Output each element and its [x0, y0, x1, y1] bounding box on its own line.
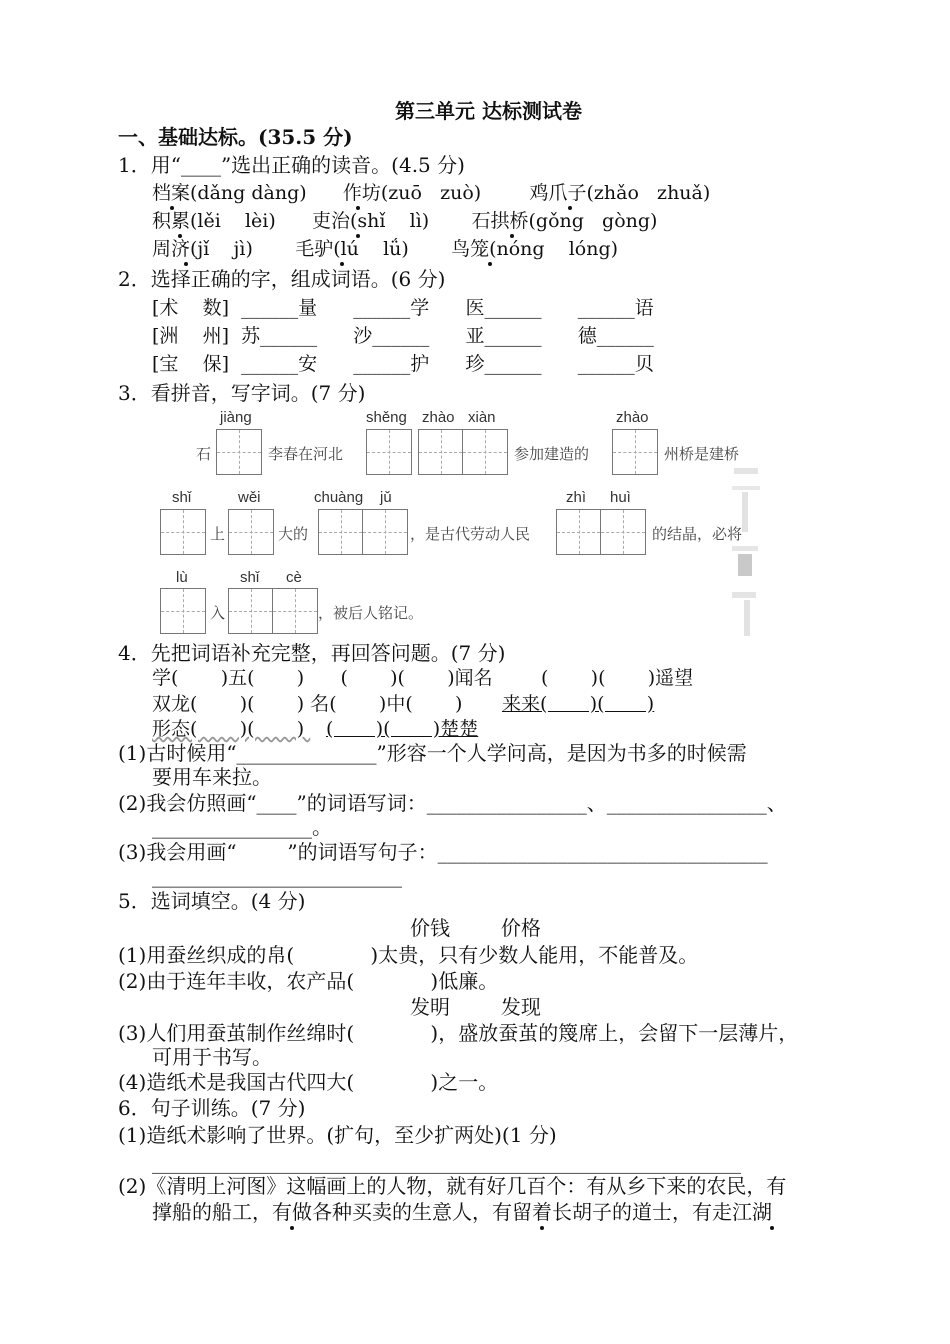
- emphasis-dot: [340, 262, 344, 266]
- q5-sub-4: (4)造纸术是我国古代四大( )之一。: [118, 1070, 499, 1094]
- writing-grid[interactable]: [228, 509, 274, 555]
- q1-row-1: 档案(dǎng dàng) 作坊(zuō zuò) 鸡爪子(zhǎo zhuǎ): [152, 182, 711, 204]
- passage-text: 州桥是建桥: [664, 445, 740, 463]
- pinyin-label: jǔ: [380, 489, 392, 506]
- answer-line[interactable]: ______________________________________________________________: [152, 1152, 741, 1174]
- emphasis-dot: [184, 262, 188, 266]
- writing-grid[interactable]: [418, 429, 508, 475]
- q4-heading: 4．先把词语补充完整，再回答问题。(7 分): [118, 641, 506, 665]
- emphasis-dot: [178, 234, 182, 238]
- q3-heading: 3．看拼音，写字词。(7 分): [118, 381, 366, 405]
- pinyin-label: xiàn: [468, 409, 496, 426]
- q2-row-3: [宝 保] ______安 ______护 珍______ ______贝: [152, 353, 654, 375]
- q4-row-2b: 来来( )( ): [502, 693, 655, 715]
- pinyin-label: shǐ: [172, 489, 192, 506]
- passage-text: 石: [196, 445, 212, 463]
- q5-sub-3: (3)人们用蚕茧制作丝绵时( )，盛放蚕茧的篾席上，会留下一层薄片，: [118, 1021, 799, 1045]
- writing-grid[interactable]: [612, 429, 658, 475]
- pinyin-label: chuàng: [314, 489, 364, 506]
- emphasis-dot: [488, 262, 492, 266]
- pinyin-label: shěng: [366, 409, 407, 426]
- pinyin-label: zhào: [422, 409, 455, 426]
- pinyin-label: wěi: [238, 489, 261, 506]
- emphasis-dot: [290, 1226, 294, 1230]
- q6-sub-1: (1)造纸术影响了世界。(扩句，至少扩两处)(1 分): [118, 1123, 557, 1147]
- q5-sub-2: (2)由于连年丰收，农产品( )低廉。: [118, 969, 499, 993]
- word-options: 价钱 价格: [410, 916, 541, 940]
- q1-row-3: 周济(jǐ jì) 毛驴(lú lǘ) 鸟笼(nóng lóng): [152, 238, 619, 260]
- q4-row-1: 学( )五( ) ( )( )闻名 ( )( )遥望: [152, 667, 694, 689]
- q4-sub-3: (3)我会用画“ ”的词语写句子：_________________________________: [118, 840, 768, 864]
- q4-sub-2: (2)我会仿照画“____”的词语写词：________________、________________、: [118, 791, 787, 815]
- passage-text: 上: [210, 525, 226, 543]
- q6-heading: 6．句子训练。(7 分): [118, 1096, 306, 1120]
- pinyin-label: huì: [610, 489, 631, 506]
- emphasis-dot: [170, 206, 174, 210]
- pinyin-label: lù: [176, 569, 188, 586]
- pinyin-label: shǐ: [240, 569, 260, 586]
- q6-sub-2: (2)《清明上河图》这幅画上的人物，就有好几百个：有从乡下来的农民，有: [118, 1174, 787, 1198]
- q5-heading: 5．选词填空。(4 分): [118, 889, 306, 913]
- passage-text: ，是古代劳动人民: [410, 525, 531, 543]
- q4-row-3b: ( )( )楚楚: [326, 718, 479, 740]
- q2-row-2: [洲 州] 苏______ 沙______ 亚______ 德______: [152, 325, 654, 347]
- q5-sub-3-cont: 可用于书写。: [152, 1045, 272, 1069]
- pinyin-label: cè: [286, 569, 302, 586]
- passage-text: 李春在河北: [268, 445, 344, 463]
- emphasis-dot: [356, 234, 360, 238]
- writing-grid[interactable]: [160, 588, 206, 634]
- q1-heading: 1．用“____”选出正确的读音。(4.5 分): [118, 153, 465, 177]
- q4-sub-2-cont: ________________。: [152, 815, 332, 839]
- pinyin-label: zhì: [566, 489, 587, 506]
- passage-text: 入: [210, 604, 226, 622]
- page-title: 第三单元 达标测试卷: [395, 99, 582, 123]
- q5-sub-1: (1)用蚕丝织成的帛( )太贵，只有少数人能用，不能普及。: [118, 943, 699, 967]
- q6-sub-2-cont: 撑船的船工，有做各种买卖的生意人，有留着长胡子的道士，有走江湖: [152, 1200, 772, 1224]
- q4-sub-1: (1)古时候用“______________”形容一个人学问高，是因为书多的时候需: [118, 741, 747, 765]
- emphasis-dot: [510, 234, 514, 238]
- pinyin-label: jiàng: [220, 409, 252, 426]
- word-options: 发明 发现: [410, 995, 541, 1019]
- writing-grid[interactable]: [556, 509, 646, 555]
- q2-row-1: [术 数] ______量 ______学 医______ ______语: [152, 297, 654, 319]
- section-heading: 一、基础达标。(35.5 分): [118, 125, 353, 149]
- q4-row-3a: 形态( )( ): [152, 718, 311, 740]
- emphasis-dot: [356, 206, 360, 210]
- writing-grid[interactable]: [318, 509, 408, 555]
- q4-row-2a: 双龙( )( ) 名( )中( ): [152, 693, 469, 715]
- q1-row-2: 积累(lěi lèi) 吏治(shǐ lì) 石拱桥(gǒng gòng): [152, 210, 658, 232]
- passage-text: 参加建造的: [514, 445, 590, 463]
- writing-grid[interactable]: [160, 509, 206, 555]
- writing-grid[interactable]: [216, 429, 262, 475]
- watermark-graphic: [728, 462, 764, 642]
- pinyin-label: zhào: [616, 409, 649, 426]
- emphasis-dot: [568, 206, 572, 210]
- q4-sub-1-cont: 要用车来拉。: [152, 765, 272, 789]
- passage-text: 的结晶，必将: [652, 525, 743, 543]
- q2-heading: 2．选择正确的字，组成词语。(6 分): [118, 267, 446, 291]
- writing-grid[interactable]: [228, 588, 318, 634]
- writing-grid[interactable]: [366, 429, 412, 475]
- emphasis-dot: [770, 1226, 774, 1230]
- passage-text: 大的: [278, 525, 309, 543]
- emphasis-dot: [540, 1226, 544, 1230]
- passage-text: ，被后人铭记。: [318, 604, 424, 622]
- q4-sub-3-cont: _________________________: [152, 864, 402, 888]
